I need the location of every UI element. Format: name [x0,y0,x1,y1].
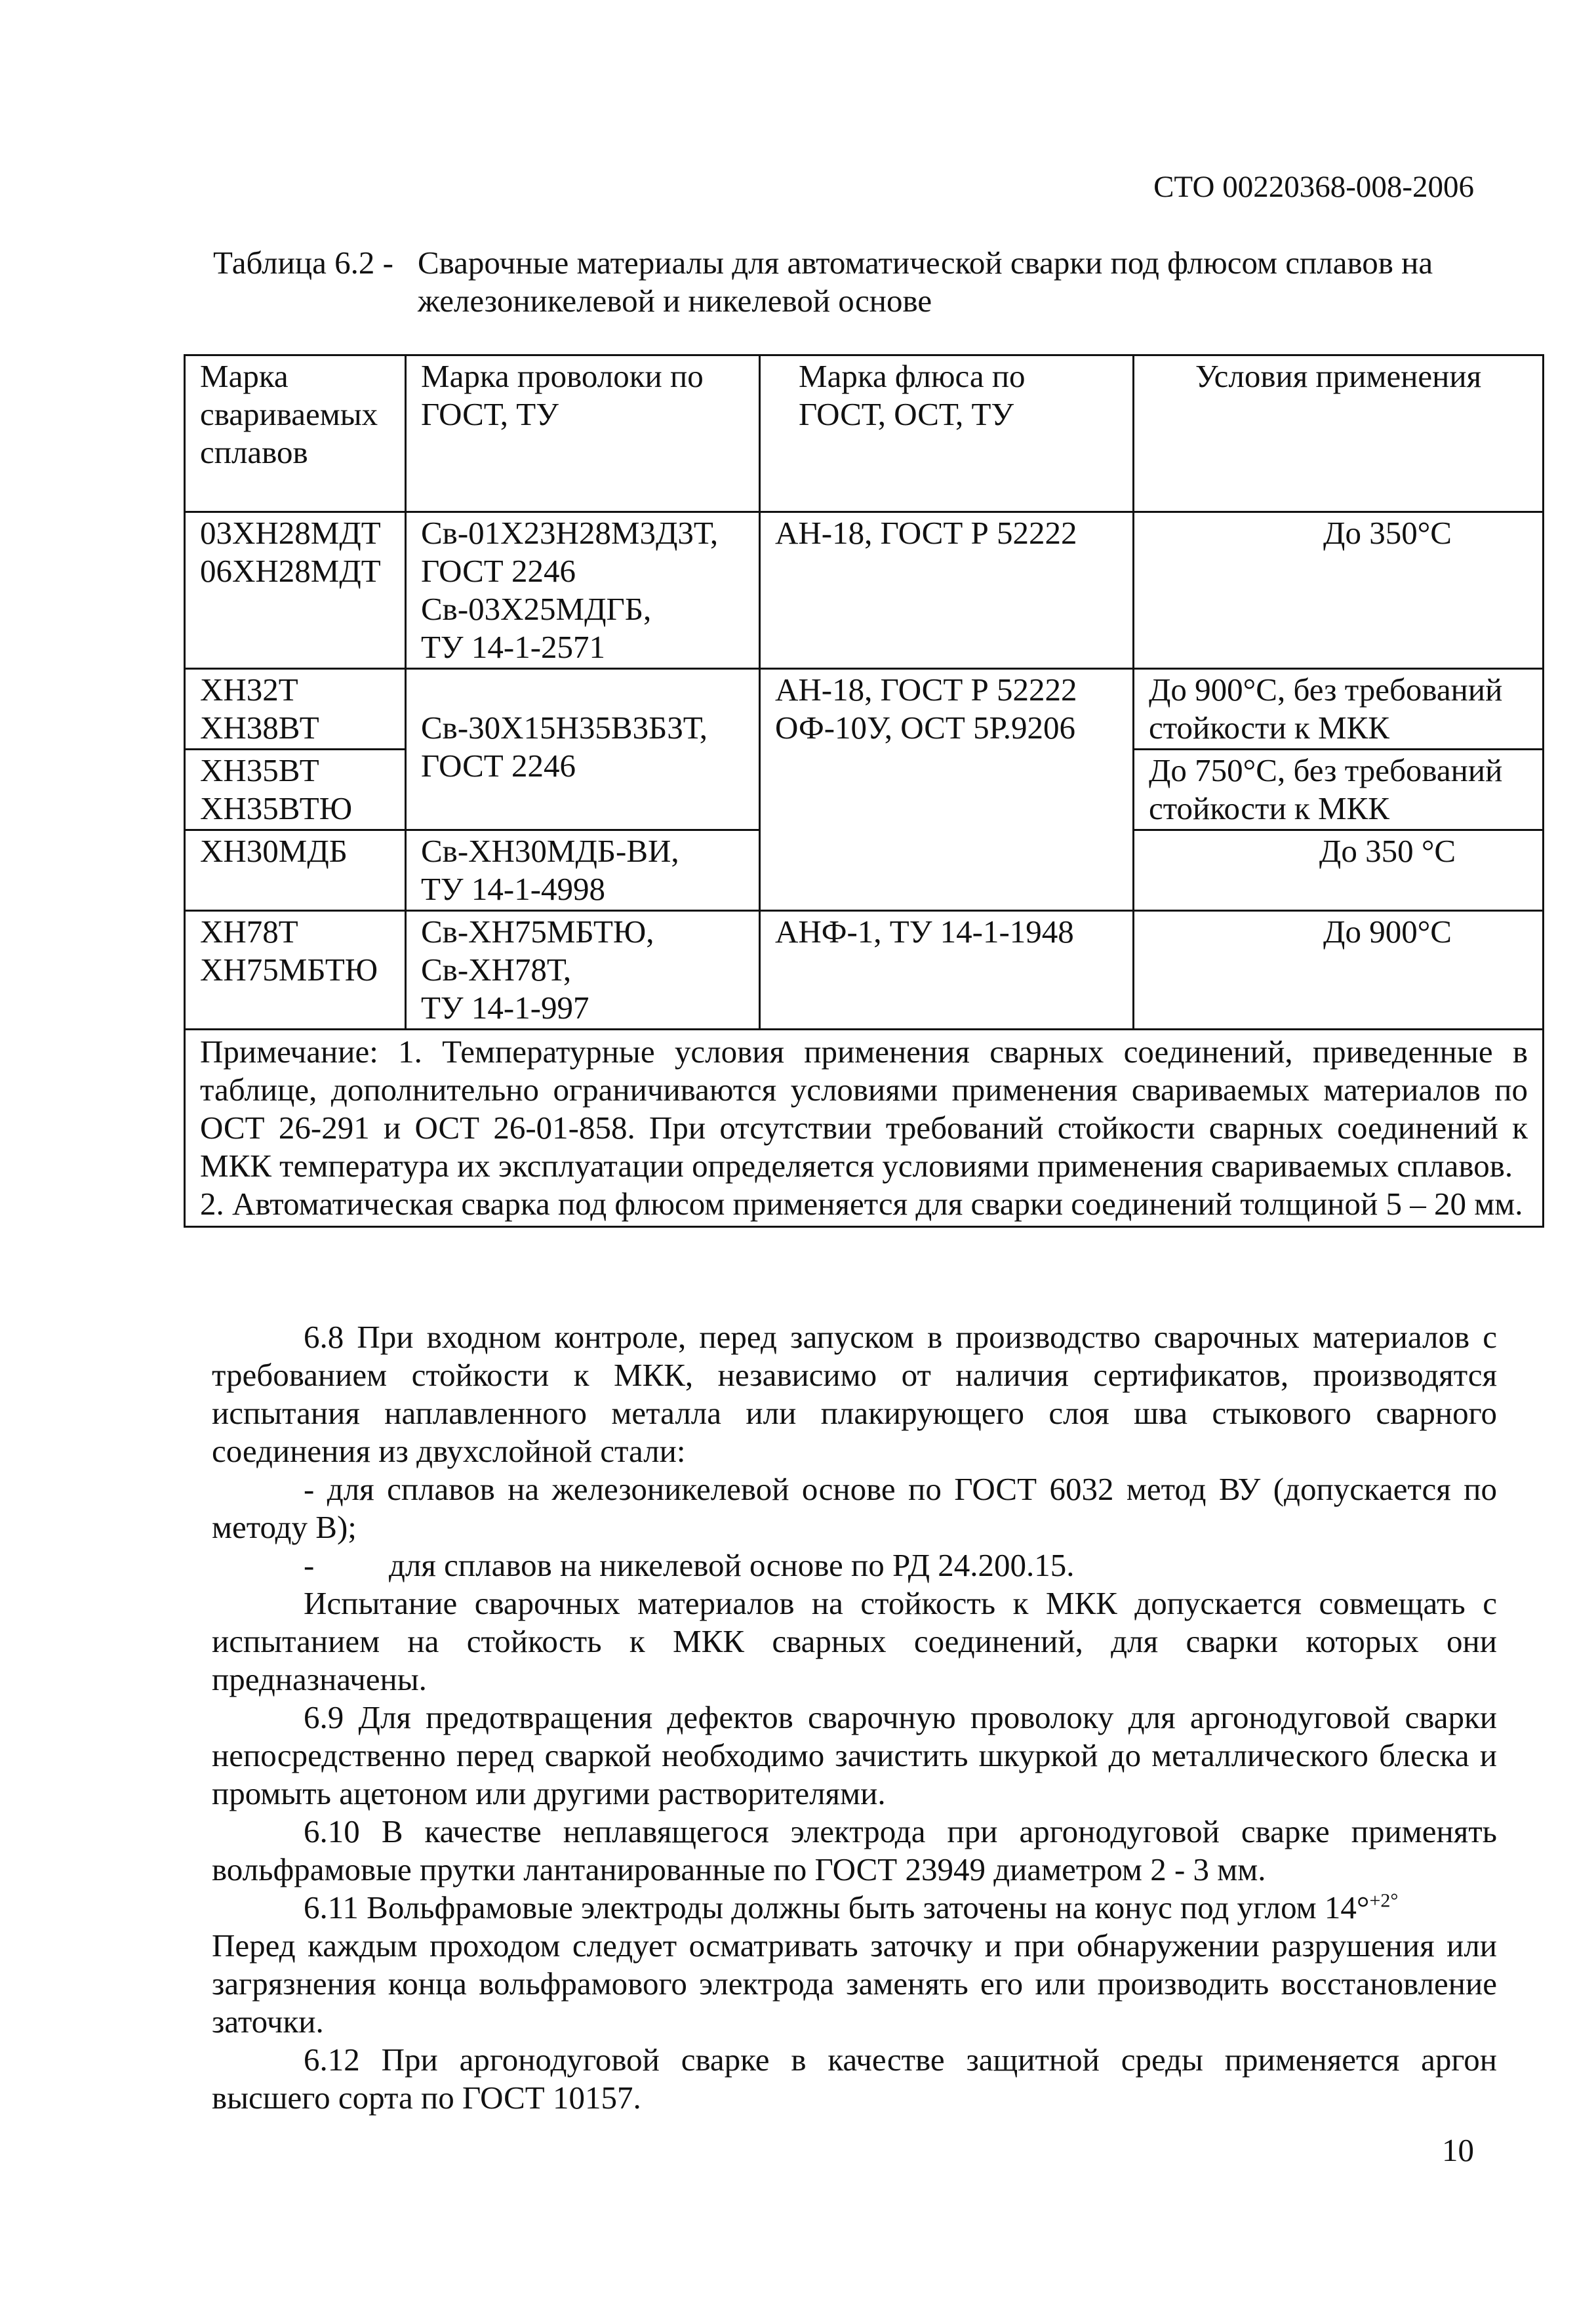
table-note [185,1030,1544,1227]
welding-materials-table [184,354,1544,1228]
wire-cell: Св-01Х23Н28М3Д3Т, ГОСТ 2246 Св-03Х25МДГБ, ТУ 14-1-2571 [406,512,760,669]
flux-cell: АН-18, ГОСТ Р 52222 ОФ-10У, ОСТ 5Р.9206 [760,669,1134,911]
table-row [185,669,1544,750]
table-note-2: 2. Автоматическая сварка под флюсом применяется для сварки соединений толщиной 5 – 20 мм. [200,1186,1523,1222]
wire-cell: Св-ХН30МДБ-ВИ, ТУ 14-1-4998 [406,830,760,911]
header-conditions: Условия применения [1134,355,1544,512]
wire-cell: Св-ХН75МБТЮ, Св-ХН78Т, ТУ 14-1-997 [406,911,760,1030]
header-alloy-grade: Марка свариваемых сплавов [185,355,406,512]
table-row [185,911,1544,1030]
table-note-1: Примечание: 1. Температурные условия применения сварных соединений, приведенные в таблице, дополнительно ограничиваются условиями применения свариваемых материалов по ОСТ 26-291 и ОСТ 26-01-858. При отсутствии требований стойкости сварных соединений к МКК температура их эксплуатации определяется условиями применения свариваемых сплавов. [200,1034,1528,1184]
flux-cell: АН-18, ГОСТ Р 52222 [760,512,1134,669]
list-item [212,1546,1497,1584]
table-header-row [185,355,1544,512]
alloy-cell: ХН32Т ХН38ВТ [185,669,406,750]
paragraph-6-10: 6.10 В качестве неплавящегося электрода при аргонодуговой сварке применять вольфрамовые прутки лантанированные по ГОСТ 23949 диаметром 2 - 3 мм. [212,1813,1497,1887]
alloy-cell: ХН30МДБ [185,830,406,911]
table-note-row [185,1030,1544,1227]
list-item-text: для сплавов на никелевой основе по РД 24.200.15. [389,1547,1075,1583]
table-row [185,512,1544,669]
page-number: 10 [1442,2132,1474,2168]
conditions-cell: До 350°С [1134,512,1544,669]
table-caption-label: Таблица 6.2 - [213,245,393,281]
table-caption-title: Сварочные материалы для автоматической сварки под флюсом сплавов на железоникелевой и никелевой основе [418,245,1433,319]
conditions-cell: До 750°С, без требований стойкости к МКК [1134,750,1544,830]
list-item: - для сплавов на железоникелевой основе по ГОСТ 6032 метод ВУ (допускается по методу В); [212,1471,1497,1545]
angle-tolerance: +2° [1369,1889,1399,1912]
flux-cell: АНФ-1, ТУ 14-1-1948 [760,911,1134,1030]
paragraph-6-11 [212,1889,1497,1927]
conditions-cell: До 900°С [1134,911,1544,1030]
conditions-cell: До 350 °С [1134,830,1544,911]
header-flux-grade: Марка флюса по ГОСТ, ОСТ, ТУ [760,355,1134,512]
paragraph-6-8: 6.8 При входном контроле, перед запуском в производство сварочных материалов с требованием стойкости к МКК, независимо от наличия сертификатов, производятся испытания наплавленного металла или плакирующего слоя шва стыкового сварного соединения из двухслойной стали: [212,1319,1497,1469]
document-body [212,1318,1497,2117]
alloy-cell: ХН35ВТ ХН35ВТЮ [185,750,406,830]
alloy-cell: ХН78Т ХН75МБТЮ [185,911,406,1030]
paragraph-6-11-continued: Перед каждым проходом следует осматривать заточку и при обнаружении разрушения или загрязнения конца вольфрамового электрода заменять его или производить восстановление заточки. [212,1927,1497,2040]
list-dash: - [304,1547,315,1583]
paragraph-6-9: 6.9 Для предотвращения дефектов сварочную проволоку для аргонодуговой сварки непосредственно перед сваркой необходимо зачистить шкуркой до металлического блеска и промыть ацетоном или другими растворителями. [212,1699,1497,1811]
conditions-cell: До 900°С, без требований стойкости к МКК [1134,669,1544,750]
paragraph-6-11-main: 6.11 Вольфрамовые электроды должны быть заточены на конус под углом 14° [304,1889,1370,1925]
wire-cell: Св-30Х15Н35В3Б3Т, ГОСТ 2246 [406,669,760,830]
alloy-cell: 03ХН28МДТ 06ХН28МДТ [185,512,406,669]
paragraph-6-12: 6.12 При аргонодуговой сварке в качестве защитной среды применяется аргон высшего сорта по ГОСТ 10157. [212,2042,1497,2116]
paragraph-test: Испытание сварочных материалов на стойкость к МКК допускается совмещать с испытанием на стойкость к МКК сварных соединений, для сварки которых они предназначены. [212,1585,1497,1697]
header-wire-grade: Марка проволоки по ГОСТ, ТУ [406,355,760,512]
document-code: СТО 00220368-008-2006 [1153,170,1474,204]
